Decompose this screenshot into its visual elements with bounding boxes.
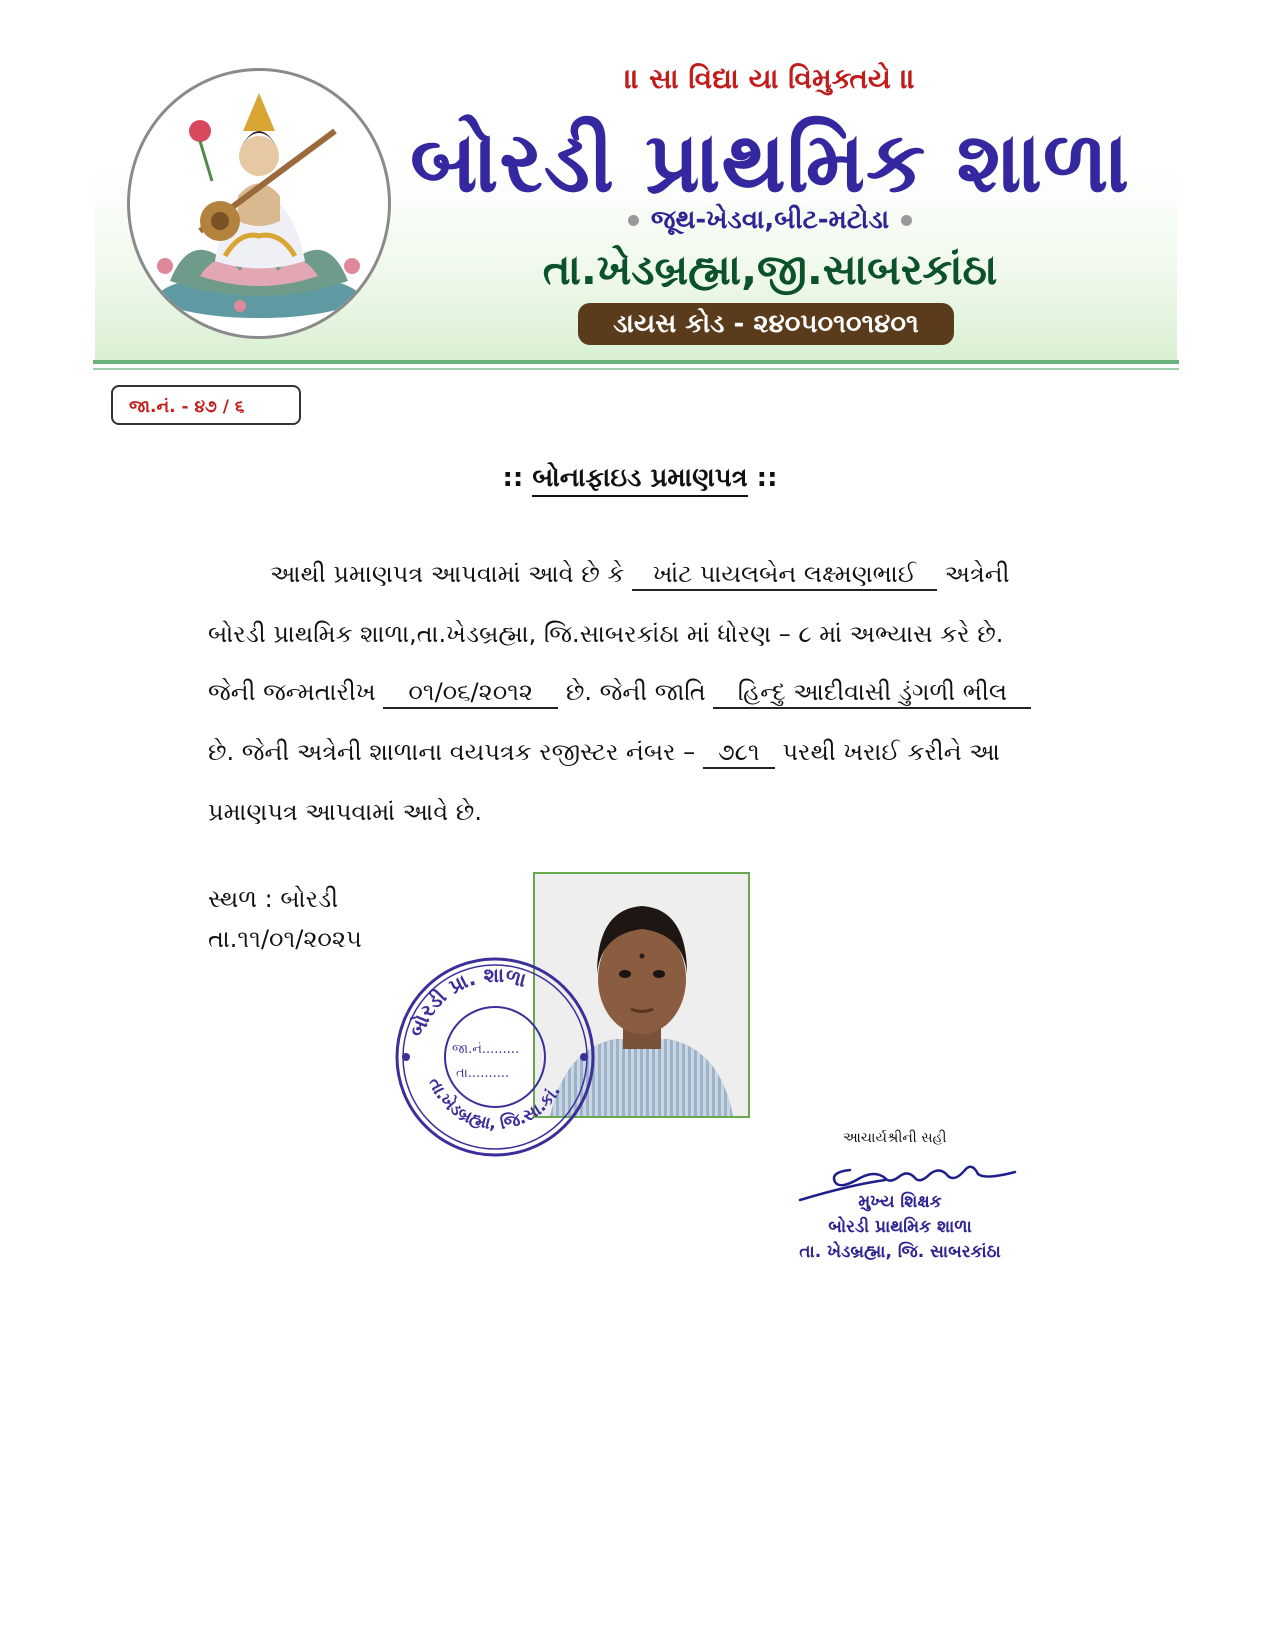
svg-text:તા.ખેડબ્રહ્મા, જિ.સા.કાં.: તા.ખેડબ્રહ્મા, જિ.સા.કાં.: [424, 1074, 565, 1134]
body-line-1: આથી પ્રમાણપત્ર આપવામાં આવે છે કે ખાંટ પાયલબેન લક્ષ્મણભાઈ અત્રેની: [270, 560, 1009, 591]
register-number: ૭૮૧: [703, 738, 775, 769]
school-name: બોરડી પ્રાથમિક શાળા: [409, 113, 1131, 211]
signatory-school: બોરડી પ્રાથમિક શાળા: [828, 1217, 972, 1237]
title-mark-right: ::: [756, 463, 778, 493]
group-beat-text: જૂથ-ખેડવા,બીટ-મટોડા: [650, 205, 890, 235]
student-name: ખાંટ પાયલબેન લક્ષ્મણભાઈ: [632, 560, 937, 591]
title-mark-left: ::: [502, 463, 524, 493]
body-line-5: પ્રમાણપત્ર આપવામાં આવે છે.: [208, 798, 482, 826]
taluka-district: તા.ખેડબ્રહ્મા,જી.સાબરકાંઠા: [542, 245, 998, 294]
group-beat-line: [420, 205, 1120, 236]
svg-text:બોરડી પ્રા. શાળા: બોરડી પ્રા. શાળા: [404, 962, 529, 1041]
signatory-role: મુખ્ય શિક્ષક: [858, 1192, 942, 1212]
body-line-4: છે. જેની અત્રેની શાળાના વયપત્રક રજીસ્ટર નંબર – ૭૮૧ પરથી ખરાઈ કરીને આ: [208, 738, 1000, 769]
certificate-title: [360, 463, 920, 494]
school-stamp: [390, 955, 600, 1160]
body-line-2: બોરડી પ્રાથમિક શાળા,તા.ખેડબ્રહ્મા, જિ.સાબરકાંઠા માં ધોરણ – ૮ માં અભ્યાસ કરે છે.: [208, 620, 1004, 648]
header-divider: [93, 360, 1179, 364]
date-of-birth: ૦૧/૦૬/૨૦૧૨: [383, 678, 558, 709]
signatory-place: તા. ખેડબ્રહ્મા, જિ. સાબરકાંઠા: [799, 1242, 1001, 1262]
header-divider-thin: [93, 368, 1179, 370]
signature-caption: આચાર્યશ્રીની સહી: [843, 1130, 947, 1146]
bullet-dot-icon: [901, 215, 912, 226]
body-line-3: જેની જન્મતારીખ ૦૧/૦૬/૨૦૧૨ છે. જેની જાતિ હિન્દુ આદીવાસી ડુંગળી ભીલ: [208, 678, 1031, 709]
issue-date: તા.૧૧/૦૧/૨૦૨૫: [208, 925, 362, 953]
bullet-dot-icon: [628, 215, 639, 226]
svg-text:તા..........: તા..........: [456, 1066, 510, 1081]
saraswati-logo: [127, 68, 391, 339]
school-motto: ॥ સા વિદ્યા યા વિમુક્તયે ॥: [624, 62, 916, 95]
reference-number: જા.નં. - ૪૭ / ૬: [111, 385, 301, 425]
place: સ્થળ : બોરડી: [208, 885, 339, 913]
saraswati-illustration-icon: [130, 71, 388, 336]
certificate-title-text: બોનાફાઇડ પ્રમાણપત્ર: [532, 463, 747, 497]
svg-text:જા.નં.........: જા.નં.........: [452, 1042, 520, 1057]
round-seal-icon: [390, 955, 600, 1160]
caste: હિન્દુ આદીવાસી ડુંગળી ભીલ: [713, 678, 1031, 709]
dise-code-badge: ડાયસ કોડ - ૨૪૦૫૦૧૦૧૪૦૧: [578, 303, 954, 345]
